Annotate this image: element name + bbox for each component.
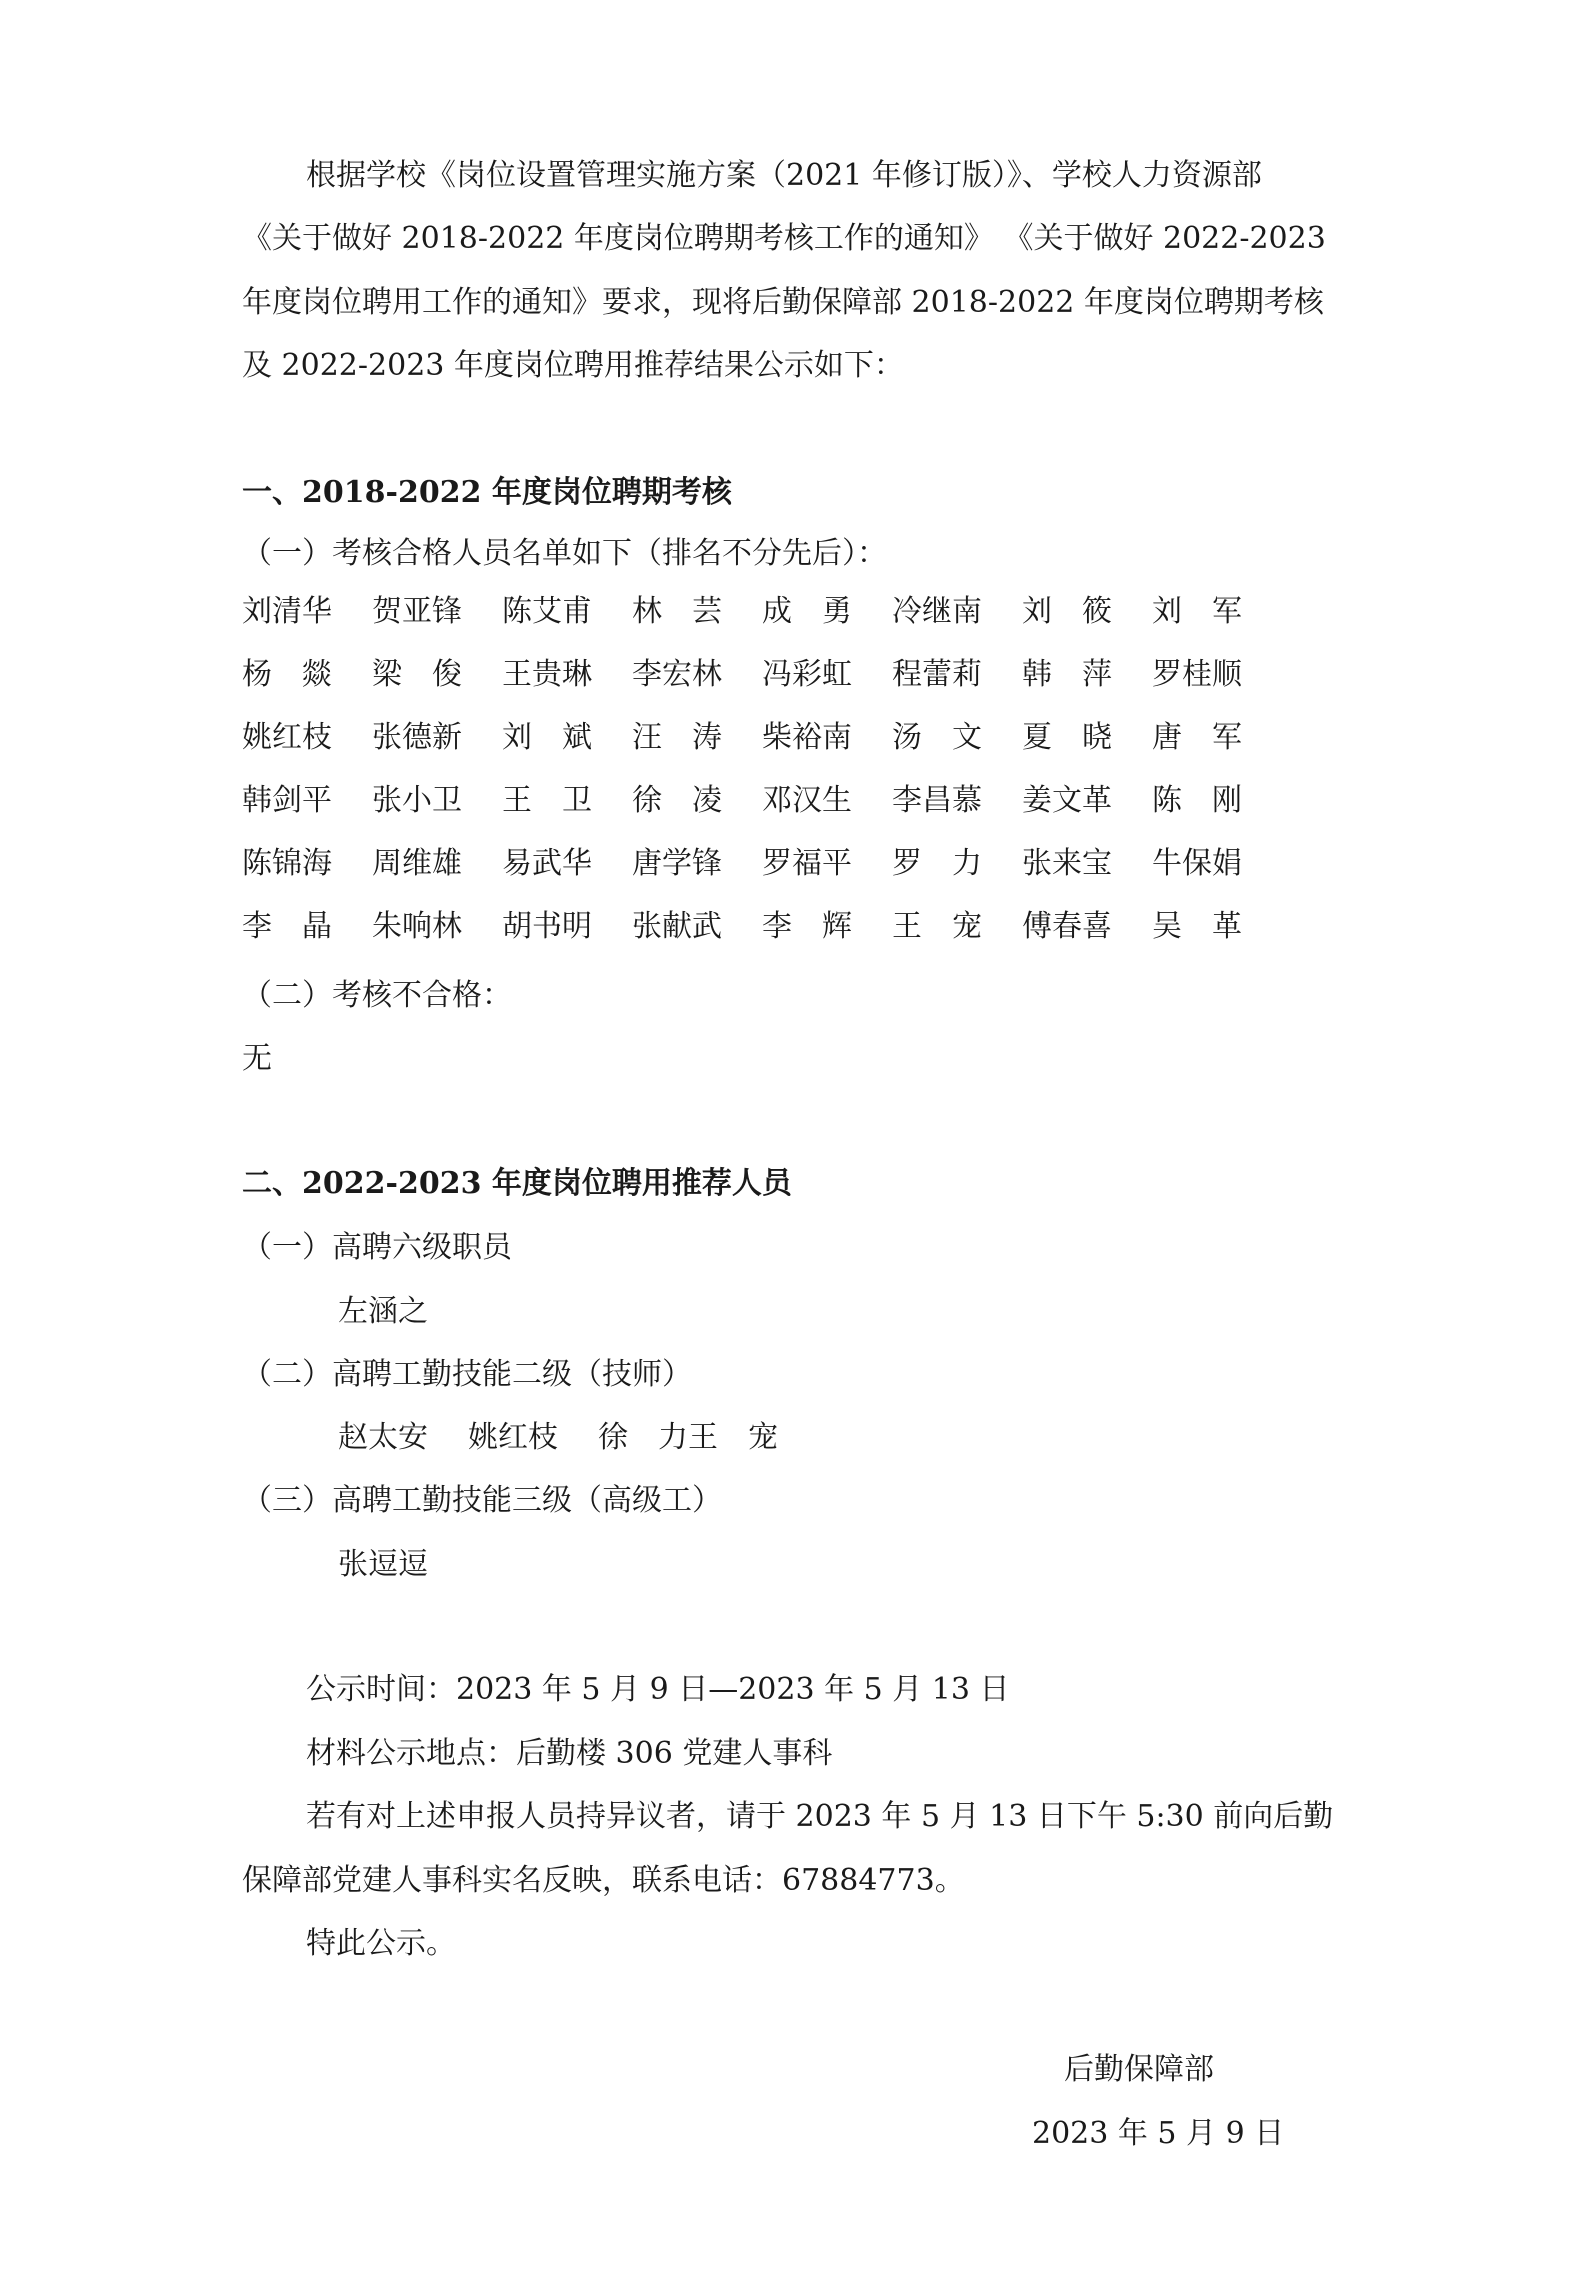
- person-name: 张小卫: [372, 783, 462, 818]
- person-name: 胡书明: [502, 909, 592, 944]
- person-name: 贺亚锋: [372, 594, 462, 629]
- person-name: 罗 力: [892, 846, 982, 881]
- person-name: 王 宠: [688, 1420, 778, 1455]
- person-name: 王 宠: [892, 909, 982, 944]
- qualified-name-list: [242, 592, 1282, 970]
- name-row: [242, 592, 1282, 655]
- person-name: 罗福平: [762, 846, 852, 881]
- person-name: 李宏林: [632, 657, 722, 692]
- person-name: 夏 晓: [1022, 720, 1112, 755]
- person-name: 刘 筱: [1022, 594, 1112, 629]
- person-name: 周维雄: [372, 846, 462, 881]
- category-1-title: （一）高聘六级职员: [242, 1230, 512, 1265]
- person-name: 陈艾甫: [502, 594, 592, 629]
- person-name: 汪 涛: [632, 720, 722, 755]
- category-2-names: [338, 1418, 818, 1458]
- person-name: 唐 军: [1152, 720, 1242, 755]
- name-row: [242, 907, 1282, 970]
- person-name: 徐 凌: [632, 783, 722, 818]
- person-name: 李 辉: [762, 909, 852, 944]
- category-3-title: （三）高聘工勤技能三级（高级工）: [242, 1483, 722, 1518]
- person-name: 刘 斌: [502, 720, 592, 755]
- person-name: 冷继南: [892, 594, 982, 629]
- person-name: 程蕾莉: [892, 657, 982, 692]
- person-name: 汤 文: [892, 720, 982, 755]
- person-name: 姜文革: [1022, 783, 1112, 818]
- person-name: 成 勇: [762, 594, 852, 629]
- notice-objection-line-2: 保障部党建人事科实名反映，联系电话：67884773。: [242, 1863, 965, 1898]
- notice-place: 材料公示地点：后勤楼 306 党建人事科: [306, 1736, 833, 1771]
- person-name: 张献武: [632, 909, 722, 944]
- person-name: 韩剑平: [242, 783, 332, 818]
- notice-time: 公示时间：2023 年 5 月 9 日—2023 年 5 月 13 日: [306, 1672, 1010, 1707]
- person-name: 赵太安: [338, 1420, 428, 1455]
- person-name: 张德新: [372, 720, 462, 755]
- person-name: 韩 萍: [1022, 657, 1112, 692]
- person-name: 柴裕南: [762, 720, 852, 755]
- person-name: 吴 革: [1152, 909, 1242, 944]
- person-name: 徐 力: [598, 1420, 688, 1455]
- person-name: 王 卫: [502, 783, 592, 818]
- signature-date: 2023 年 5 月 9 日: [1032, 2116, 1285, 2151]
- person-name: 梁 俊: [372, 657, 462, 692]
- person-name: 林 芸: [632, 594, 722, 629]
- person-name: 王贵琳: [502, 657, 592, 692]
- person-name: 陈 刚: [1152, 783, 1242, 818]
- person-name: 朱响林: [372, 909, 462, 944]
- notice-objection-line-1: 若有对上述申报人员持异议者，请于 2023 年 5 月 13 日下午 5:30 前向后勤: [306, 1799, 1334, 1834]
- name-row: [242, 781, 1282, 844]
- person-name: 罗桂顺: [1152, 657, 1242, 692]
- category-1-names: 左涵之: [338, 1294, 428, 1329]
- signature-department: 后勤保障部: [1064, 2052, 1214, 2087]
- intro-line-1: 根据学校《岗位设置管理实施方案（2021 年修订版）》、学校人力资源部: [306, 158, 1262, 193]
- section1-sub2: （二）考核不合格：: [242, 978, 512, 1013]
- person-name: 邓汉生: [762, 783, 852, 818]
- category-3-names: 张逗逗: [338, 1547, 428, 1582]
- person-name: 冯彩虹: [762, 657, 852, 692]
- notice-closing: 特此公示。: [306, 1926, 456, 1961]
- person-name: 刘 军: [1152, 594, 1242, 629]
- person-name: 刘清华: [242, 594, 332, 629]
- person-name: 易武华: [502, 846, 592, 881]
- section2-heading: 二、2022-2023 年度岗位聘用推荐人员: [242, 1166, 792, 1201]
- person-name: 陈锦海: [242, 846, 332, 881]
- category-2-title: （二）高聘工勤技能二级（技师）: [242, 1357, 692, 1392]
- section1-heading: 一、2018-2022 年度岗位聘期考核: [242, 475, 732, 510]
- person-name: 牛保娟: [1152, 846, 1242, 881]
- section1-sub1: （一）考核合格人员名单如下（排名不分先后）：: [242, 536, 887, 571]
- person-name: 李 晶: [242, 909, 332, 944]
- intro-line-4: 及 2022-2023 年度岗位聘用推荐结果公示如下：: [242, 348, 904, 383]
- intro-line-3: 年度岗位聘用工作的通知》要求，现将后勤保障部 2018-2022 年度岗位聘期考核: [242, 285, 1324, 320]
- person-name: 李昌慕: [892, 783, 982, 818]
- person-name: 傅春喜: [1022, 909, 1112, 944]
- person-name: 杨 燚: [242, 657, 332, 692]
- name-row: [242, 718, 1282, 781]
- intro-line-2: 《关于做好 2018-2022 年度岗位聘期考核工作的通知》 《关于做好 2022-2023: [242, 221, 1326, 256]
- unqualified-value: 无: [242, 1041, 272, 1076]
- person-name: 姚红枝: [468, 1420, 558, 1455]
- name-row: [242, 844, 1282, 907]
- person-name: 张来宝: [1022, 846, 1112, 881]
- person-name: 姚红枝: [242, 720, 332, 755]
- name-row: [242, 655, 1282, 718]
- person-name: 唐学锋: [632, 846, 722, 881]
